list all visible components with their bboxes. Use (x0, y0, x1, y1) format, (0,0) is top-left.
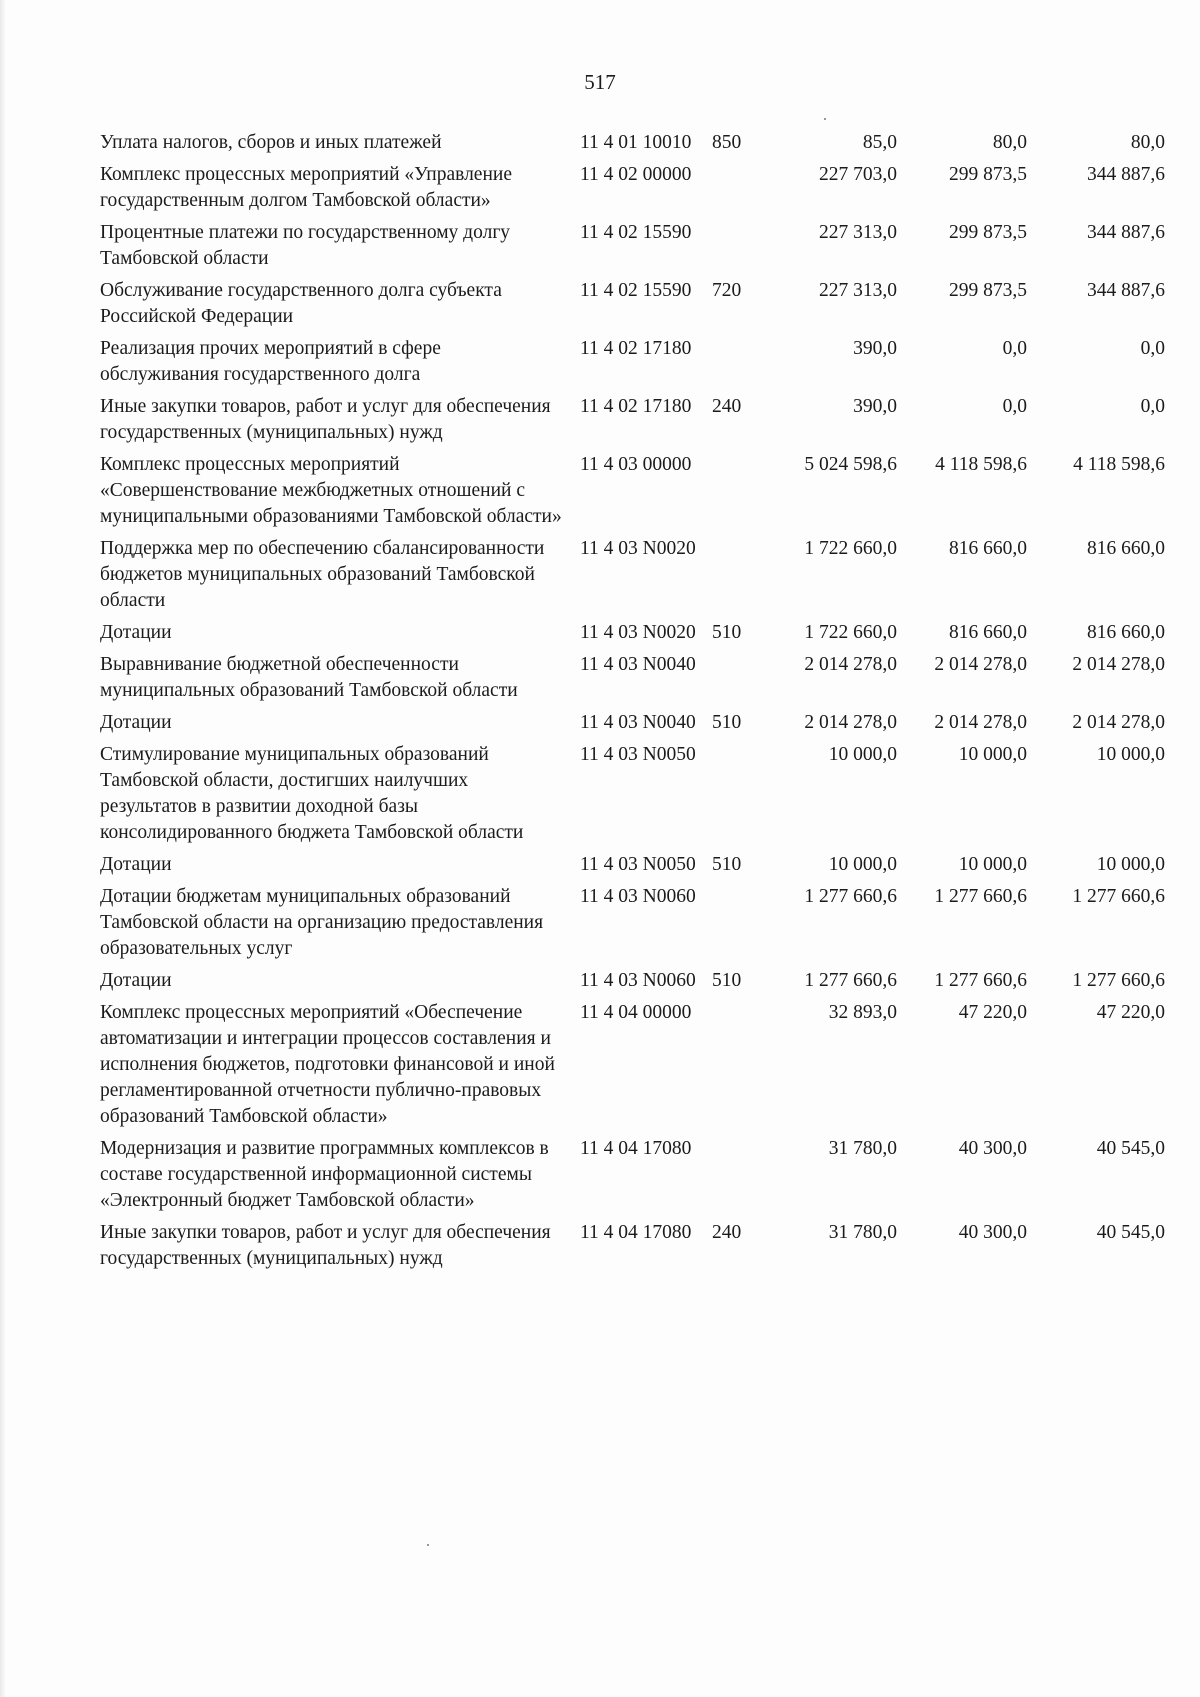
table-row (100, 968, 1165, 1000)
table-row (100, 1136, 1165, 1220)
table-row (100, 884, 1165, 968)
row-code: 11 4 03 N0040 (580, 712, 696, 733)
row-expense-type (712, 336, 762, 394)
row-expense-type (712, 220, 762, 278)
row-value-3: 1 277 660,6 (1072, 970, 1165, 991)
row-value-1: 390,0 (853, 338, 897, 359)
row-value-3: 1 277 660,6 (1072, 886, 1165, 907)
table-row (100, 852, 1165, 884)
row-value-1: 10 000,0 (828, 854, 897, 875)
row-name: Реализация прочих мероприятий в сфере обслуживания государственного долга (100, 338, 441, 385)
table-row (100, 220, 1165, 278)
row-value-2: 40 300,0 (958, 1138, 1027, 1159)
row-value-2: 2 014 278,0 (934, 654, 1027, 675)
row-value-3: 816 660,0 (1087, 538, 1165, 559)
row-name: Обслуживание государственного долга субъекта Российской Федерации (100, 280, 502, 327)
row-value-1: 31 780,0 (828, 1222, 897, 1243)
row-name: Выравнивание бюджетной обеспеченности муниципальных образований Тамбовской области (100, 654, 518, 701)
row-value-2: 299 873,5 (949, 164, 1027, 185)
table-body (100, 130, 1165, 1278)
row-code: 11 4 04 17080 (580, 1222, 692, 1243)
row-value-1: 390,0 (853, 396, 897, 417)
scan-edge (0, 0, 6, 1697)
row-expense-type: 240 (712, 1222, 742, 1243)
row-value-2: 40 300,0 (958, 1222, 1027, 1243)
row-code: 11 4 02 15590 (580, 280, 692, 301)
row-code: 11 4 03 N0020 (580, 622, 696, 643)
row-value-2: 1 277 660,6 (934, 886, 1027, 907)
row-code: 11 4 04 17080 (580, 1138, 692, 1159)
row-value-2: 0,0 (1002, 338, 1027, 359)
row-value-3: 344 887,6 (1087, 164, 1165, 185)
row-value-2: 299 873,5 (949, 222, 1027, 243)
row-value-1: 31 780,0 (828, 1138, 897, 1159)
row-value-1: 1 722 660,0 (804, 622, 897, 643)
row-expense-type: 510 (712, 854, 742, 875)
row-code: 11 4 01 10010 (580, 132, 692, 153)
row-expense-type: 510 (712, 622, 742, 643)
row-expense-type (712, 742, 762, 852)
row-value-1: 10 000,0 (828, 744, 897, 765)
row-expense-type (712, 162, 762, 220)
row-value-1: 227 703,0 (819, 164, 897, 185)
row-expense-type: 850 (712, 132, 742, 153)
row-code: 11 4 03 N0060 (580, 886, 696, 907)
row-value-2: 4 118 598,6 (935, 454, 1027, 475)
row-value-3: 47 220,0 (1096, 1002, 1165, 1023)
row-code: 11 4 03 N0040 (580, 654, 696, 675)
scan-speck (427, 1544, 429, 1546)
row-value-3: 2 014 278,0 (1072, 712, 1165, 733)
table-row (100, 452, 1165, 536)
row-expense-type (712, 1136, 762, 1220)
row-name: Иные закупки товаров, работ и услуг для обеспечения государственных (муниципальных) нужд (100, 1222, 551, 1269)
row-expense-type: 510 (712, 712, 742, 733)
row-value-3: 10 000,0 (1096, 854, 1165, 875)
row-code: 11 4 02 15590 (580, 222, 692, 243)
row-name: Дотации (100, 970, 172, 991)
row-expense-type: 240 (712, 396, 742, 417)
row-code: 11 4 03 N0020 (580, 538, 696, 559)
row-value-3: 0,0 (1140, 338, 1165, 359)
row-value-3: 2 014 278,0 (1072, 654, 1165, 675)
row-name: Дотации бюджетам муниципальных образований Тамбовской области на организацию предоставления образовательных услуг (100, 886, 544, 959)
table-row (100, 652, 1165, 710)
row-code: 11 4 04 00000 (580, 1002, 692, 1023)
budget-table (100, 130, 1165, 1278)
row-name: Дотации (100, 622, 172, 643)
row-expense-type: 510 (712, 970, 742, 991)
row-expense-type (712, 536, 762, 620)
row-name: Стимулирование муниципальных образований Тамбовской области, достигших наилучших результатов в развитии доходной базы консолидированного бюджета Тамбовской области (100, 744, 524, 843)
row-value-3: 0,0 (1140, 396, 1165, 417)
row-value-1: 1 722 660,0 (804, 538, 897, 559)
row-value-1: 32 893,0 (828, 1002, 897, 1023)
table-row (100, 620, 1165, 652)
row-value-2: 1 277 660,6 (934, 970, 1027, 991)
row-value-2: 10 000,0 (958, 744, 1027, 765)
row-expense-type: 720 (712, 280, 742, 301)
row-value-3: 4 118 598,6 (1073, 454, 1165, 475)
row-expense-type (712, 452, 762, 536)
row-name: Комплекс процессных мероприятий «Совершенствование межбюджетных отношений с муниципальными образованиями Тамбовской области» (100, 454, 562, 527)
row-name: Процентные платежи по государственному долгу Тамбовской области (100, 222, 511, 269)
row-value-2: 2 014 278,0 (934, 712, 1027, 733)
row-value-1: 1 277 660,6 (804, 886, 897, 907)
row-name: Дотации (100, 854, 172, 875)
table-row (100, 130, 1165, 162)
row-value-1: 85,0 (862, 132, 897, 153)
table-row (100, 536, 1165, 620)
row-code: 11 4 03 N0060 (580, 970, 696, 991)
row-name: Комплекс процессных мероприятий «Обеспечение автоматизации и интеграции процессов составления и исполнения бюджетов, подготовки финансовой и иной регламентированной отчетности публично-правовых образований Тамбовской области» (100, 1002, 555, 1127)
table-row (100, 162, 1165, 220)
row-value-3: 40 545,0 (1096, 1222, 1165, 1243)
row-value-3: 40 545,0 (1096, 1138, 1165, 1159)
row-value-1: 1 277 660,6 (804, 970, 897, 991)
row-value-3: 344 887,6 (1087, 222, 1165, 243)
table-row (100, 336, 1165, 394)
table-row (100, 394, 1165, 452)
row-name: Комплекс процессных мероприятий «Управление государственным долгом Тамбовской области» (100, 164, 512, 211)
row-name: Дотации (100, 712, 172, 733)
row-value-1: 227 313,0 (819, 280, 897, 301)
row-code: 11 4 03 00000 (580, 454, 692, 475)
row-name: Модернизация и развитие программных комплексов в составе государственной информационной системы «Электронный бюджет Тамбовской области» (100, 1138, 549, 1211)
row-expense-type (712, 1000, 762, 1136)
row-value-3: 816 660,0 (1087, 622, 1165, 643)
row-value-3: 10 000,0 (1096, 744, 1165, 765)
row-name: Поддержка мер по обеспечению сбалансированности бюджетов муниципальных образований Тамбовской области (100, 538, 545, 611)
row-expense-type (712, 652, 762, 710)
row-value-1: 2 014 278,0 (804, 712, 897, 733)
table-row (100, 1000, 1165, 1136)
row-value-2: 80,0 (992, 132, 1027, 153)
row-value-2: 10 000,0 (958, 854, 1027, 875)
row-code: 11 4 02 17180 (580, 396, 692, 417)
row-code: 11 4 03 N0050 (580, 744, 696, 765)
row-value-2: 299 873,5 (949, 280, 1027, 301)
row-value-2: 816 660,0 (949, 622, 1027, 643)
table-row (100, 710, 1165, 742)
row-code: 11 4 03 N0050 (580, 854, 696, 875)
row-name: Иные закупки товаров, работ и услуг для обеспечения государственных (муниципальных) нужд (100, 396, 551, 443)
row-code: 11 4 02 00000 (580, 164, 692, 185)
table-row (100, 742, 1165, 852)
row-value-2: 47 220,0 (958, 1002, 1027, 1023)
row-value-3: 80,0 (1130, 132, 1165, 153)
page-number: 517 (584, 70, 616, 94)
table-row (100, 278, 1165, 336)
row-value-3: 344 887,6 (1087, 280, 1165, 301)
row-name: Уплата налогов, сборов и иных платежей (100, 132, 442, 153)
row-value-1: 227 313,0 (819, 222, 897, 243)
row-value-2: 816 660,0 (949, 538, 1027, 559)
scan-speck (824, 118, 826, 120)
row-value-1: 5 024 598,6 (804, 454, 897, 475)
row-value-2: 0,0 (1002, 396, 1027, 417)
table-row (100, 1220, 1165, 1278)
row-code: 11 4 02 17180 (580, 338, 692, 359)
row-value-1: 2 014 278,0 (804, 654, 897, 675)
row-expense-type (712, 884, 762, 968)
